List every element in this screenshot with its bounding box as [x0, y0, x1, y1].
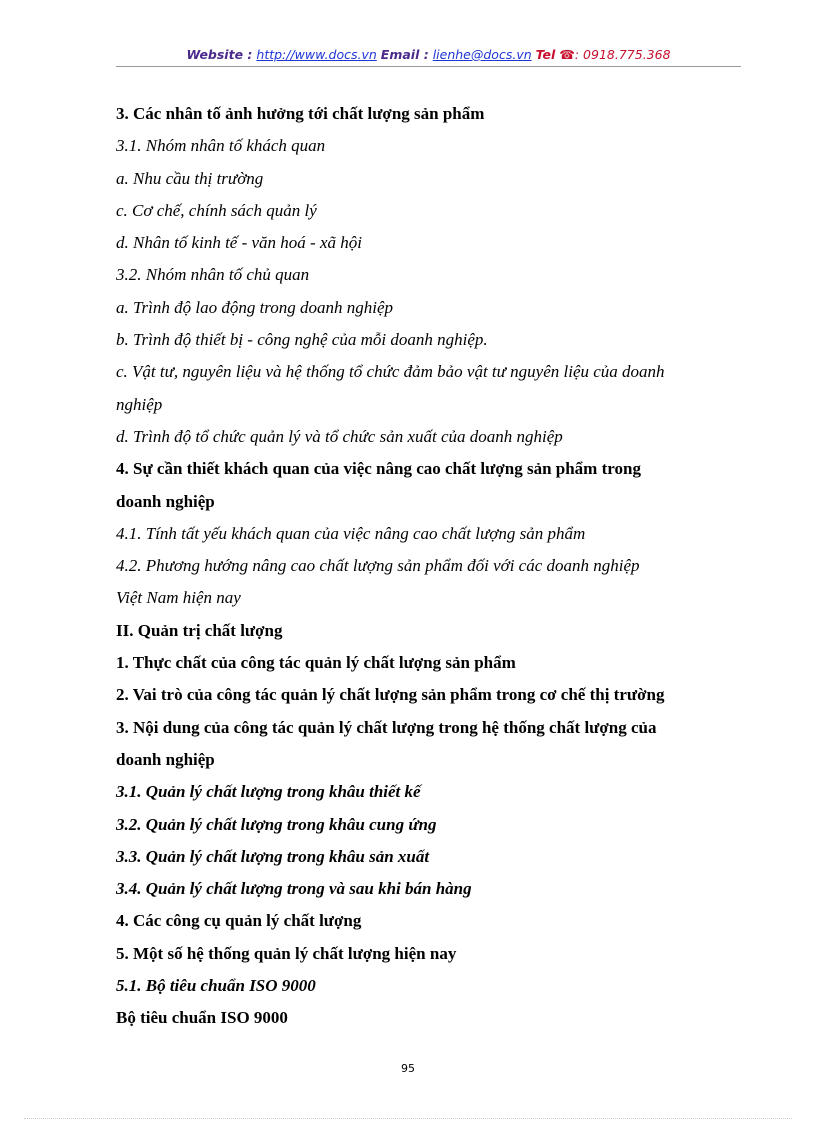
subheading-line: 3.2. Quản lý chất lượng trong khâu cung ứng [116, 814, 437, 834]
heading-line: II. Quản trị chất lượng [116, 620, 283, 640]
email-separator: : [419, 47, 429, 62]
heading-line: 2. Vai trò của công tác quản lý chất lượng sản phẩm trong cơ chế thị trường [116, 685, 665, 705]
heading-line: 4. Sự cần thiết khách quan của việc nâng cao chất lượng sản phẩm trong [116, 459, 641, 479]
heading-line: 3. Các nhân tố ảnh hưởng tới chất lượng sản phẩm [116, 104, 485, 123]
subheading-line: 5.1. Bộ tiêu chuẩn ISO 9000 [116, 976, 316, 996]
body-line: d. Nhân tố kinh tế - văn hoá - xã hội [116, 233, 362, 253]
body-line: Việt Nam hiện nay [116, 588, 241, 608]
subheading-line: 3.4. Quản lý chất lượng trong và sau khi bán hàng [116, 879, 472, 899]
page-number: 95 [401, 1062, 415, 1075]
body-line: a. Nhu cầu thị trường [116, 168, 264, 188]
page-bottom-divider [24, 1118, 792, 1119]
subheading-line: 3.3. Quản lý chất lượng trong khâu sản xuất [116, 846, 430, 866]
tel-label: Tel [535, 47, 556, 62]
phone-icon: ☎ [559, 47, 575, 62]
document-body [116, 98, 746, 1035]
heading-line: 4. Các công cụ quản lý chất lượng [116, 911, 362, 931]
body-line: 3.2. Nhóm nhân tố chủ quan [116, 265, 310, 285]
tel-number: : 0918.775.368 [574, 47, 671, 62]
email-label: Email [380, 47, 420, 62]
heading-line: 3. Nội dung của công tác quản lý chất lượng trong hệ thống chất lượng của [116, 717, 657, 737]
body-line: d. Trình độ tổ chức quản lý và tổ chức sản xuất của doanh nghiệp [116, 426, 563, 446]
body-line: c. Vật tư, nguyên liệu và hệ thống tổ chức đảm bảo vật tư nguyên liệu của doanh [116, 362, 665, 382]
body-line: 4.1. Tính tất yếu khách quan của việc nâng cao chất lượng sản phẩm [116, 523, 586, 543]
website-link[interactable]: http://www.docs.vn [256, 47, 377, 62]
heading-line: Bộ tiêu chuẩn ISO 9000 [116, 1008, 288, 1028]
heading-line: 5. Một số hệ thống quản lý chất lượng hiện nay [116, 943, 457, 963]
website-label: Website : [186, 47, 253, 62]
page-header [116, 47, 741, 62]
email-link[interactable]: lienhe@docs.vn [432, 47, 532, 62]
heading-line: doanh nghiệp [116, 749, 215, 769]
body-line: 3.1. Nhóm nhân tố khách quan [116, 136, 326, 156]
heading-line: 1. Thực chất của công tác quản lý chất lượng sản phẩm [116, 653, 516, 673]
body-line: nghiệp [116, 394, 163, 414]
body-line: c. Cơ chế, chính sách quản lý [116, 200, 317, 220]
body-line: a. Trình độ lao động trong doanh nghiệp [116, 297, 394, 317]
body-line: b. Trình độ thiết bị - công nghệ của mỗi doanh nghiệp. [116, 330, 488, 350]
subheading-line: 3.1. Quản lý chất lượng trong khâu thiết kế [116, 782, 421, 802]
header-divider [116, 66, 741, 67]
heading-line: doanh nghiệp [116, 491, 215, 511]
body-line: 4.2. Phương hướng nâng cao chất lượng sản phẩm đối với các doanh nghiệp [116, 556, 640, 576]
